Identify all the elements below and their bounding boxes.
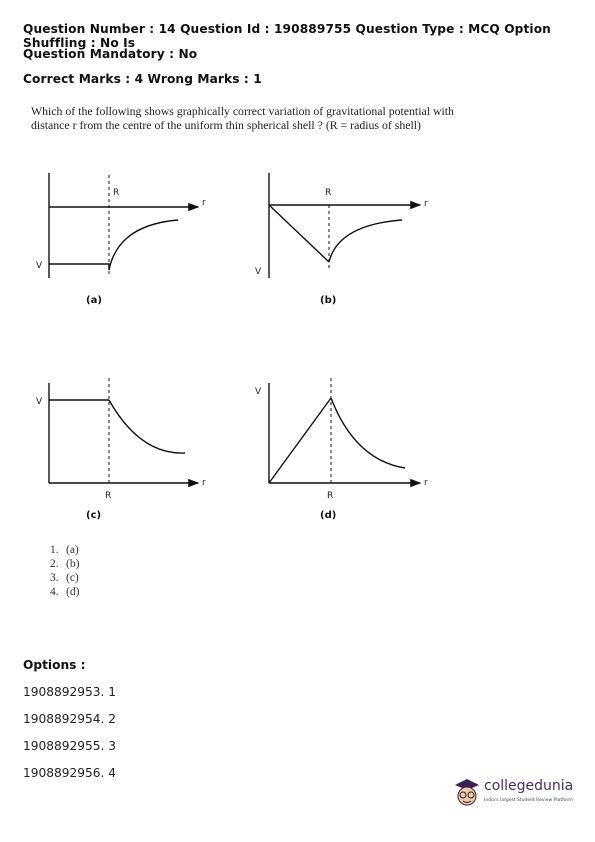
graph-a-r-label: R: [113, 188, 120, 198]
header-line-2: Question Mandatory : No: [23, 47, 198, 61]
graph-c-v-label: V: [36, 397, 43, 407]
graph-c-axis-r: r: [202, 478, 206, 488]
graph-b: [269, 173, 420, 278]
question-line-2: distance r from the centre of the uniform thin spherical shell ? (R = radius of shell): [31, 118, 421, 132]
caption-b: (b): [320, 295, 337, 306]
option-item-1: 1908892953. 1: [23, 685, 117, 699]
graph-b-v-label: V: [255, 267, 262, 277]
graph-d-axis-r: r: [424, 478, 428, 488]
answer-choices: [50, 543, 79, 599]
caption-a: (a): [86, 295, 102, 306]
graph-a: [49, 173, 198, 278]
choice-item: 2. (b): [50, 558, 80, 570]
logo-wordmark: collegedunia: [484, 778, 574, 794]
graph-c: [49, 378, 198, 483]
option-item-3: 1908892955. 3: [23, 739, 117, 753]
header-line-1: Question Number : 14 Question Id : 190889755 Question Type : MCQ Option Shuffling : No Is: [23, 22, 551, 50]
logo-tagline: India's largest Student Review Platform: [484, 798, 573, 803]
collegedunia-logo: [452, 774, 582, 814]
choice-item: 4. (d): [50, 586, 80, 598]
option-item-2: 1908892954. 2: [23, 712, 117, 726]
question-line-1: Which of the following shows graphically correct variation of gravitational potential with: [31, 104, 454, 118]
options-title: Options :: [23, 658, 86, 672]
graph-d-v-label: V: [255, 387, 262, 397]
graph-a-axis-r: r: [202, 198, 206, 208]
choice-item: 3. (c): [50, 572, 79, 584]
graph-d: [269, 378, 420, 483]
graph-b-axis-r: r: [424, 199, 428, 209]
mascot-icon: [452, 776, 482, 812]
graph-b-r-label: R: [325, 188, 332, 198]
caption-d: (d): [320, 510, 337, 521]
option-item-4: 1908892956. 4: [23, 766, 117, 780]
caption-c: (c): [86, 510, 102, 521]
graph-c-r-label: R: [105, 491, 112, 501]
graph-d-r-label: R: [327, 491, 334, 501]
graph-a-v-label: V: [36, 261, 43, 271]
choice-item: 1. (a): [50, 544, 79, 556]
header-line-3: Correct Marks : 4 Wrong Marks : 1: [23, 72, 262, 86]
